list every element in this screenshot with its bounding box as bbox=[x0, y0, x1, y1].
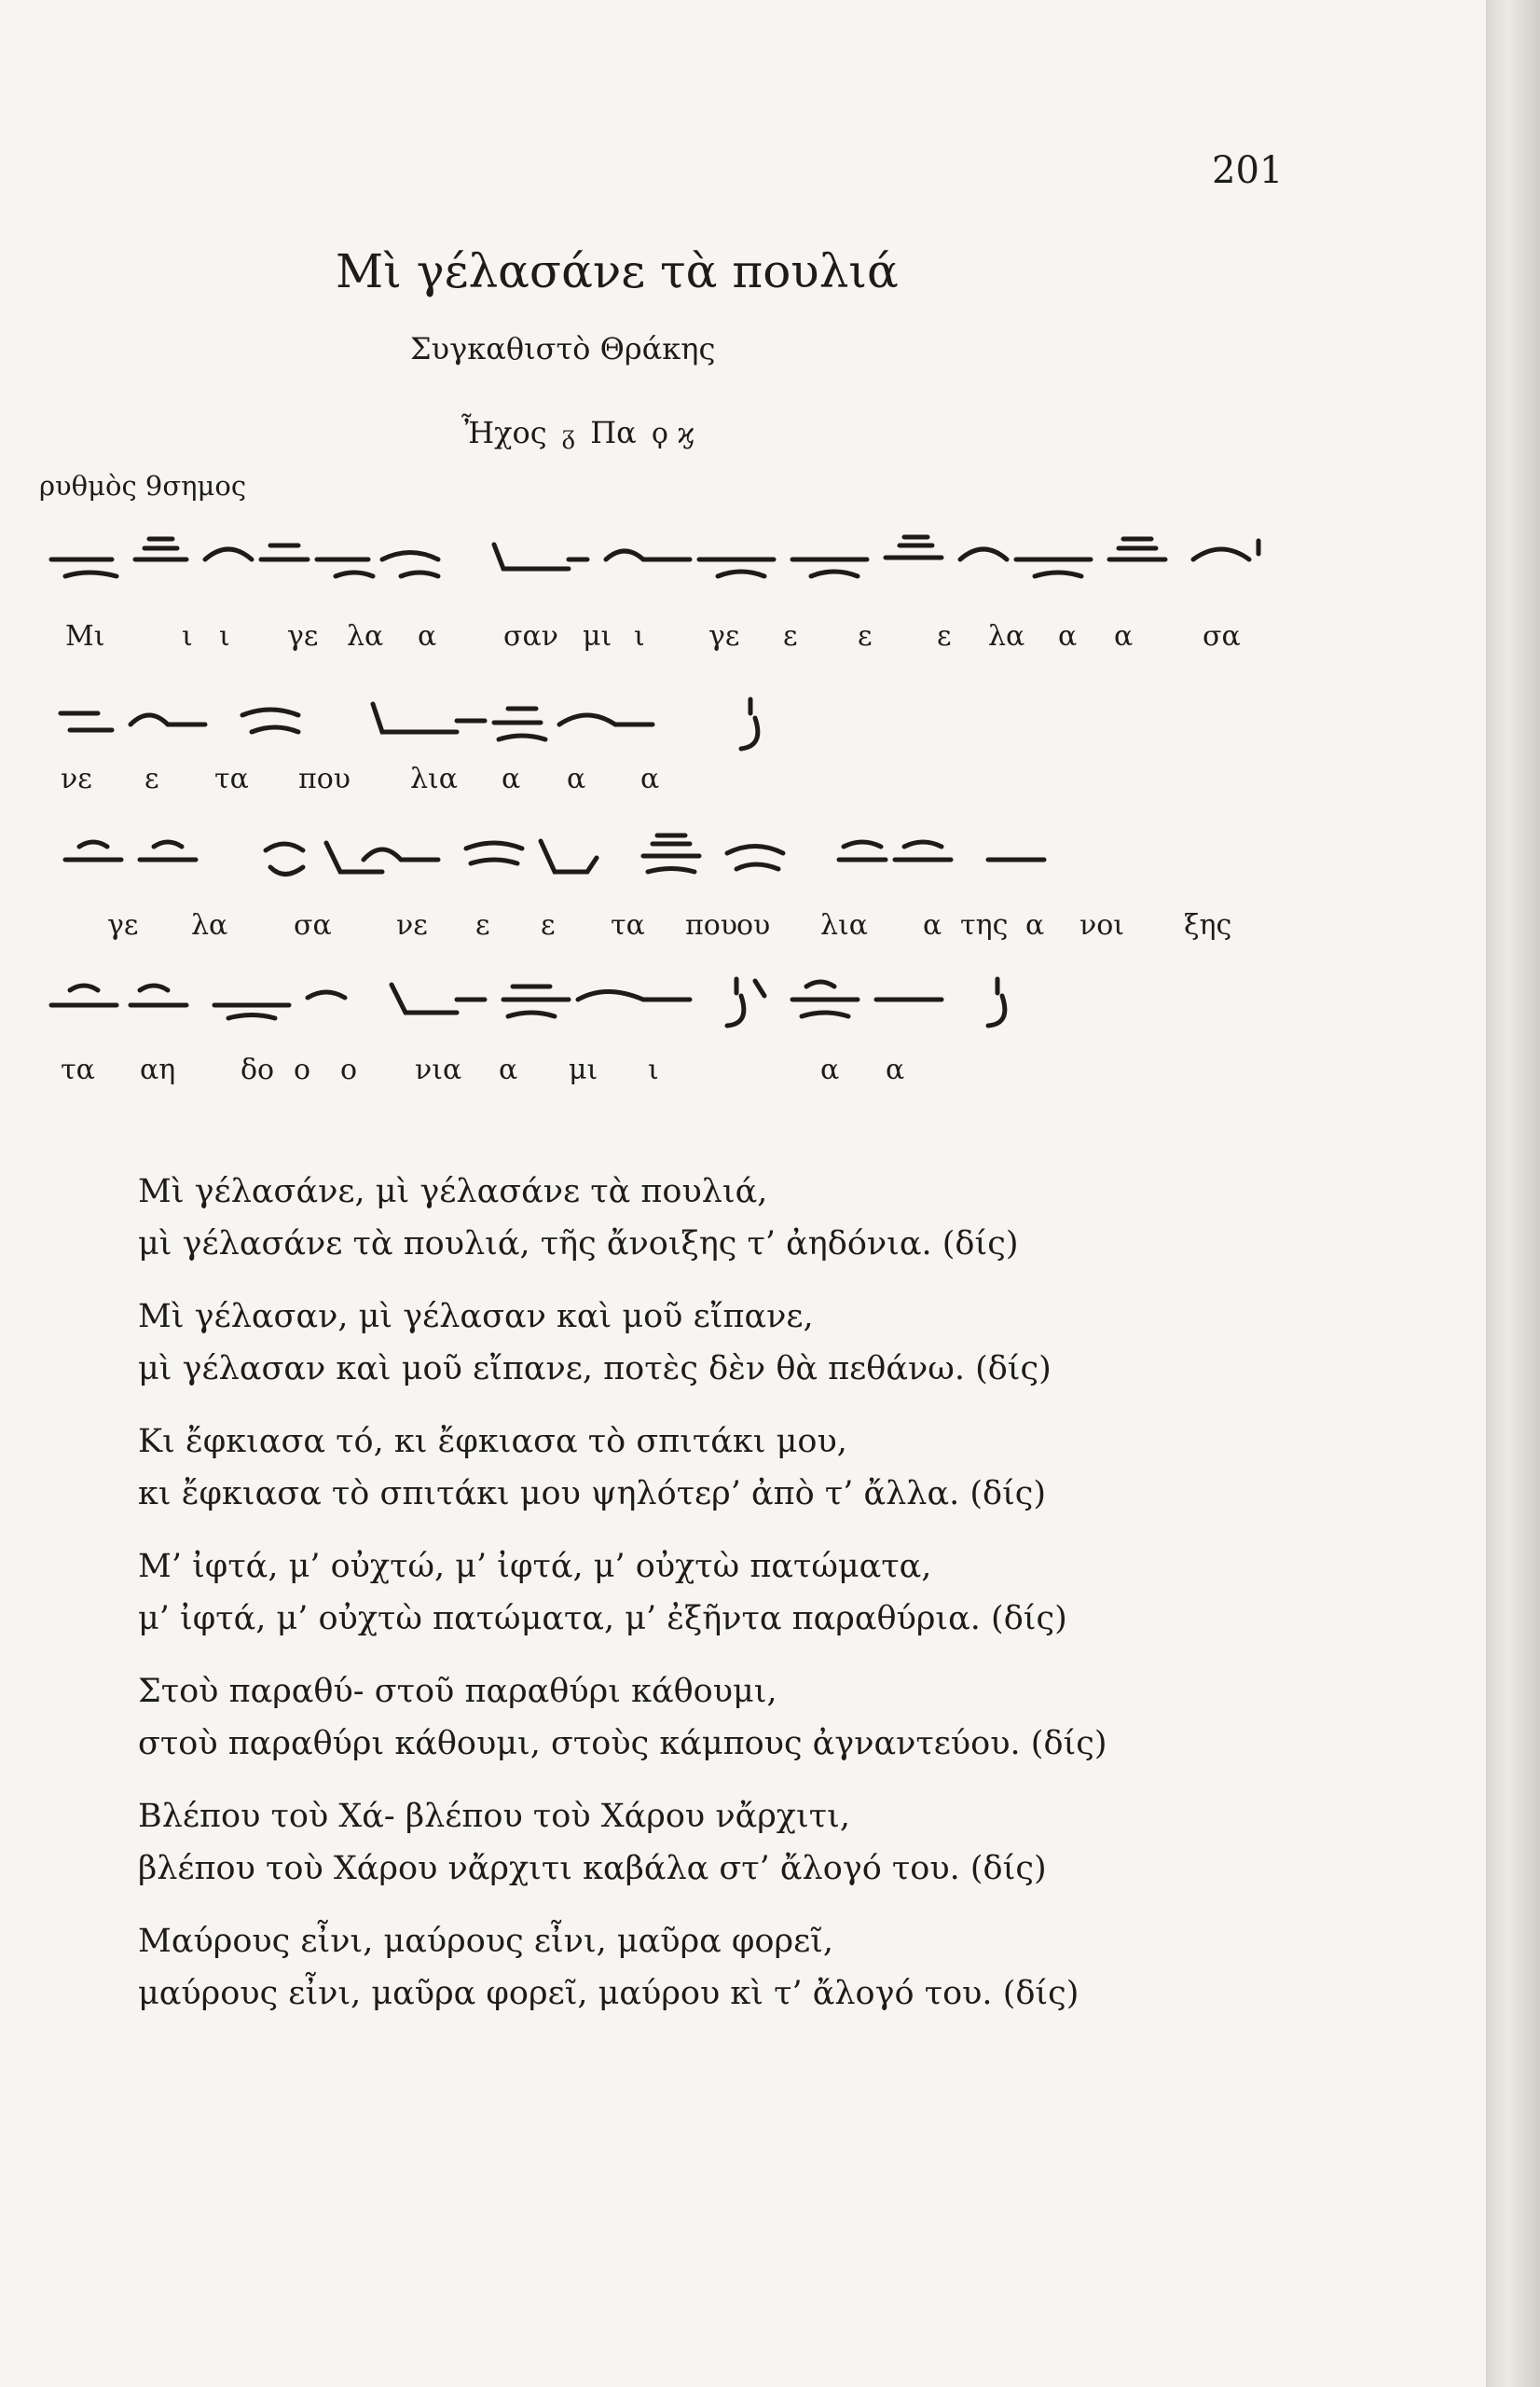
syllable: αη bbox=[140, 1054, 176, 1086]
syllable: ο bbox=[294, 1054, 311, 1086]
neume-staff-4 bbox=[47, 970, 1296, 1035]
verse-line: Μὶ γέλασαν, μὶ γέλασαν καὶ μοῦ εἴπανε, bbox=[138, 1298, 814, 1335]
mode-fthora-icon: ϙ ϗ bbox=[651, 418, 695, 450]
syllable: τα bbox=[214, 763, 249, 795]
syllable: λια bbox=[410, 763, 459, 795]
neume-staff-2 bbox=[47, 695, 1296, 760]
mode-note: Πα bbox=[590, 415, 637, 450]
syllable: α bbox=[418, 620, 437, 653]
syllable: α bbox=[502, 763, 521, 795]
syllable: λια bbox=[820, 909, 869, 942]
verse-line: στοὺ παραθύρι κάθουμι, στοὺς κάμπους ἀγναντεύου. (δίς) bbox=[138, 1725, 1107, 1762]
syllable: της bbox=[960, 909, 1009, 942]
mode-glyph-icon: ᵹ bbox=[561, 418, 576, 450]
syllable: νοι bbox=[1079, 909, 1125, 942]
syllable: ι bbox=[634, 620, 645, 653]
verse-line: Μαύρους εἶνι, μαύρους εἶνι, μαῦρα φορεῖ, bbox=[138, 1923, 834, 1960]
verse-line: βλέπου τοὺ Χάρου νἄρχιτι καβάλα στ’ ἄλογό του. (δίς) bbox=[138, 1850, 1047, 1887]
stanza bbox=[138, 1790, 1303, 1895]
syllable: σαν bbox=[503, 620, 558, 653]
neume-line-1-icon bbox=[47, 531, 1296, 597]
verse-line: μαύρους εἶνι, μαῦρα φορεῖ, μαύρου κὶ τ’ ἄλογό του. (δίς) bbox=[138, 1975, 1079, 2012]
stanza bbox=[138, 1415, 1303, 1520]
syllable: ι bbox=[648, 1054, 659, 1086]
neume-staff-1 bbox=[47, 531, 1296, 597]
verse-line: μ’ ἰφτά, μ’ οὐχτὼ πατώματα, μ’ ἐξῆντα παραθύρια. (δίς) bbox=[138, 1600, 1067, 1637]
verse-line: Βλέπου τοὺ Χά- βλέπου τοὺ Χάρου νἄρχιτι, bbox=[138, 1798, 850, 1835]
syllable: ξης bbox=[1184, 909, 1232, 942]
lyrics-line-4 bbox=[61, 1054, 1277, 1095]
syllable: ε bbox=[475, 909, 490, 942]
neume-line-2-icon bbox=[47, 695, 1296, 760]
mode-label: Ἦχος bbox=[461, 415, 547, 450]
syllable: λα bbox=[988, 620, 1025, 653]
rhythm-label: ρυθμὸς 9σημος bbox=[39, 470, 247, 502]
verse-text bbox=[138, 1166, 1303, 2040]
syllable: δο bbox=[241, 1054, 275, 1086]
syllable: τα bbox=[61, 1054, 95, 1086]
syllable: α bbox=[1058, 620, 1078, 653]
verse-line: Κι ἔφκιασα τό, κι ἔφκιασα τὸ σπιτάκι μου, bbox=[138, 1423, 847, 1460]
syllable: νια bbox=[415, 1054, 462, 1086]
syllable: ου bbox=[736, 909, 771, 942]
verse-line: μὶ γέλασαν καὶ μοῦ εἴπανε, ποτὲς δὲν θὰ πεθάνω. (δίς) bbox=[138, 1350, 1052, 1387]
syllable: ι bbox=[182, 620, 193, 653]
verse-line: μὶ γέλασάνε τὰ πουλιά, τῆς ἄνοιξης τ’ ἀηδόνια. (δίς) bbox=[138, 1225, 1019, 1262]
stanza bbox=[138, 1665, 1303, 1770]
lyrics-line-2 bbox=[61, 763, 1277, 804]
song-subtitle: Συγκαθιστὸ Θράκης bbox=[410, 331, 716, 366]
syllable: που bbox=[685, 909, 738, 942]
syllable: α bbox=[820, 1054, 840, 1086]
syllable: γε bbox=[708, 620, 740, 653]
syllable: α bbox=[923, 909, 942, 942]
verse-line: Στοὺ παραθύ- στοῦ παραθύρι κάθουμι, bbox=[138, 1673, 777, 1710]
syllable: α bbox=[1025, 909, 1045, 942]
syllable: μι bbox=[583, 620, 612, 653]
mode-signature bbox=[461, 415, 700, 450]
verse-line: κι ἔφκιασα τὸ σπιτάκι μου ψηλότερ’ ἀπὸ τ’ ἄλλα. (δίς) bbox=[138, 1475, 1047, 1512]
syllable: α bbox=[499, 1054, 518, 1086]
neume-staff-3 bbox=[47, 830, 1296, 895]
syllable: ι bbox=[219, 620, 230, 653]
syllable: σα bbox=[1203, 620, 1241, 653]
stanza bbox=[138, 1290, 1303, 1395]
syllable: λα bbox=[347, 620, 384, 653]
lyrics-line-1 bbox=[65, 620, 1277, 661]
syllable: ε bbox=[937, 620, 952, 653]
syllable: που bbox=[298, 763, 351, 795]
syllable: ε bbox=[858, 620, 873, 653]
verse-line: Μὶ γέλασάνε, μὶ γέλασάνε τὰ πουλιά, bbox=[138, 1173, 768, 1210]
syllable: ε bbox=[144, 763, 159, 795]
syllable: Μι bbox=[65, 620, 105, 653]
stanza bbox=[138, 1915, 1303, 2020]
syllable: α bbox=[1114, 620, 1134, 653]
lyrics-line-3 bbox=[65, 909, 1277, 950]
neume-line-4-icon bbox=[47, 970, 1296, 1035]
verse-line: Μ’ ἰφτά, μ’ οὐχτώ, μ’ ἰφτά, μ’ οὐχτὼ πατώματα, bbox=[138, 1548, 932, 1585]
syllable: ε bbox=[783, 620, 798, 653]
syllable: γε bbox=[107, 909, 139, 942]
song-title: Μὶ γέλασάνε τὰ πουλιά bbox=[336, 244, 899, 298]
syllable: τα bbox=[611, 909, 645, 942]
stanza bbox=[138, 1166, 1303, 1270]
neume-line-3-icon bbox=[47, 830, 1296, 895]
syllable: λα bbox=[191, 909, 228, 942]
page-edge bbox=[1486, 0, 1540, 2387]
stanza bbox=[138, 1540, 1303, 1645]
syllable: μι bbox=[569, 1054, 598, 1086]
syllable: γε bbox=[287, 620, 319, 653]
syllable: ε bbox=[541, 909, 556, 942]
syllable: νε bbox=[396, 909, 428, 942]
syllable: α bbox=[567, 763, 586, 795]
syllable: α bbox=[886, 1054, 905, 1086]
page-number: 201 bbox=[1212, 149, 1284, 192]
syllable: ο bbox=[340, 1054, 358, 1086]
syllable: α bbox=[640, 763, 660, 795]
syllable: σα bbox=[294, 909, 332, 942]
syllable: νε bbox=[61, 763, 92, 795]
